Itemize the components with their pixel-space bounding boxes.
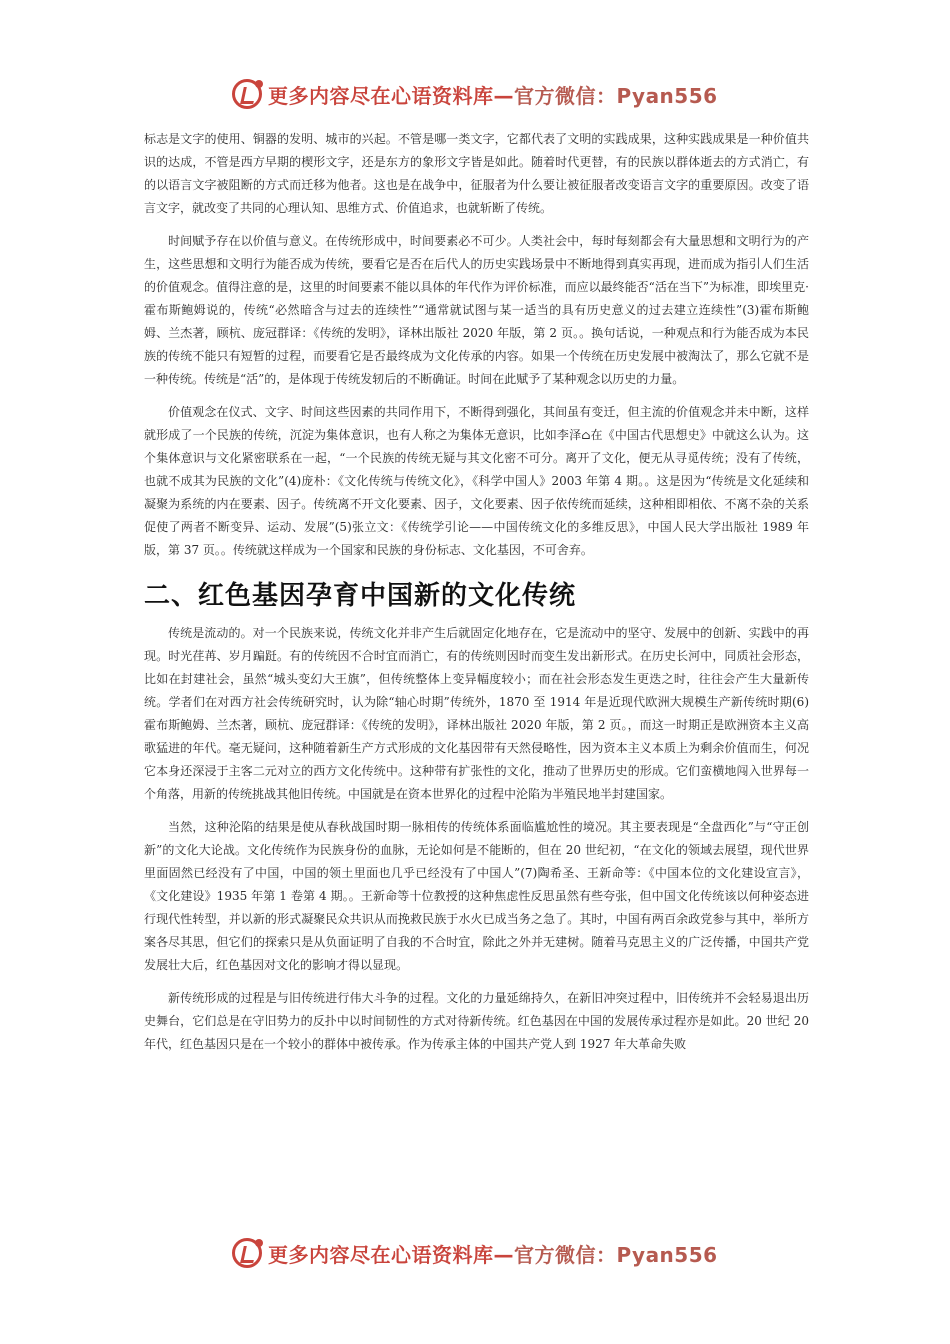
paragraph: 价值观念在仪式、文字、时间这些因素的共同作用下，不断得到强化，其间虽有变迁，但主流的价值观念并未中断，这样就形成了一个民族的传统，沉淀为集体意识，也有人称之为集体无意识，比如李泽⌂在《中国古代思想史》中就这么认为。这个集体意识与文化紧密联系在一起，“一个民族的传统无疑与其文化密不可分。离开了文化，便无从寻觅传统；没有了传统，也就不成其为民族的文化”(4)庞朴：《文化传统与传统文化》，《科学中国人》2003 年第 4 期。。这是因为“传统是文化延续和凝聚为系统的内在要素、因子。传统离不开文化要素、因子，文化要素、因子依传统而延续，这种相即相依、不离不杂的关系促使了两者不断变异、运动、发展”(5)张立文：《传统学引论——中国传统文化的多维反思》，中国人民大学出版社 1989 年版，第 37 页。。传统就这样成为一个国家和民族的身份标志、文化基因，不可舍弃。 [144, 405, 809, 557]
footer-watermark-banner [232, 1233, 752, 1273]
banner-library-text: 更多内容尽在心语资料库— [268, 83, 514, 108]
paragraph: 当然，这种沦陷的结果是使从春秋战国时期一脉相传的传统体系面临尴尬性的境况。其主要表现是“全盘西化”与“守正创新”的文化大论战。文化传统作为民族身份的血脉，无论如何是不能断的，但在 20 世纪初，“在文化的领域去展望，现代世界里面固然已经没有了中国，中国的领土里面也几乎已经没有了中国人”(7)陶希圣、王新命等：《中国本位的文化建设宣言》，《文化建设》1935 年第 1 卷第 4 期。。王新命等十位教授的这种焦虑性反思虽然有些夸张，但中国文化传统该以何种姿态进行现代性转型，并以新的形式凝聚民众共识从而挽救民族于水火已成当务之急了。其时，中国有两百余政党参与其中，举所方案各尽其思，但它们的探索只是从负面证明了自我的不合时宜，除此之外并无建树。随着马克思主义的广泛传播，中国共产党发展壮大后，红色基因对文化的影响才得以显现。 [144, 820, 809, 972]
brand-logo-icon [232, 79, 262, 109]
banner-wechat-text: 官方微信：Pyan556 [514, 83, 718, 108]
brand-logo-icon [232, 1238, 262, 1268]
document-body [144, 128, 809, 1056]
paragraph: 标志是文字的使用、铜器的发明、城市的兴起。不管是哪一类文字，它都代表了文明的实践成果，这种实践成果是一种价值共识的达成，不管是西方早期的楔形文字，还是东方的象形文字皆是如此。随着时代更替，有的民族以群体逝去的方式消亡，有的以语言文字被阻断的方式而迁移为他者。这也是在战争中，征服者为什么要让被征服者改变语言文字的重要原因。改变了语言文字，就改变了共同的心理认知、思维方式、价值追求，也就斩断了传统。 [144, 132, 809, 215]
paragraph: 新传统形成的过程是与旧传统进行伟大斗争的过程。文化的力量延绵持久，在新旧冲突过程中，旧传统并不会轻易退出历史舞台，它们总是在守旧势力的反扑中以时间韧性的方式对待新传统。红色基因在中国的发展传承过程亦是如此。20 世纪 20 年代，红色基因只是在一个较小的群体中被传承。作为传承主体的中国共产党人到 1927 年大革命失败 [144, 991, 809, 1051]
banner-text [268, 80, 718, 109]
banner-text [268, 1239, 718, 1268]
section-heading: 二、红色基因孕育中国新的文化传统 [144, 581, 577, 611]
header-watermark-banner [232, 74, 752, 114]
banner-library-text: 更多内容尽在心语资料库— [268, 1242, 514, 1267]
banner-wechat-text: 官方微信：Pyan556 [514, 1242, 718, 1267]
paragraph: 传统是流动的。对一个民族来说，传统文化并非产生后就固定化地存在，它是流动中的坚守、发展中的创新、实践中的再现。时光荏苒、岁月蹁跹。有的传统因不合时宜而消亡，有的传统则因时而变生发出新形式。在历史长河中，同质社会形态，比如在封建社会，虽然“城头变幻大王旗”，但传统整体上变异幅度较小；而在社会形态发生更迭之时，往往会产生大量新传统。学者们在对西方社会传统研究时，认为除“轴心时期”传统外，1870 至 1914 年是近现代欧洲大规模生产新传统时期(6)霍布斯鲍姆、兰杰著，顾杭、庞冠群译：《传统的发明》，译林出版社 2020 年版，第 2 页。，而这一时期正是欧洲资本主义高歌猛进的年代。毫无疑问，这种随着新生产方式形成的文化基因带有天然侵略性，因为资本主义本质上为剩余价值而生，何况它本身还深浸于主客二元对立的西方文化传统中。这种带有扩张性的文化，推动了世界历史的形成。它们蛮横地闯入世界每一个角落，用新的传统挑战其他旧传统。中国就是在资本世界化的过程中沦陷为半殖民地半封建国家。 [144, 626, 809, 801]
paragraph: 时间赋予存在以价值与意义。在传统形成中，时间要素必不可少。人类社会中，每时每刻都会有大量思想和文明行为的产生，这些思想和文明行为能否成为传统，要看它是否在后代人的历史实践场景中不断地得到真实再现，进而成为指引人们生活的价值观念。值得注意的是，这里的时间要素不能以具体的年代作为评价标准，而应以最终能否“活在当下”为标准，即埃里克·霍布斯鲍姆说的，传统“必然暗含与过去的连续性”“通常就试图与某一适当的具有历史意义的过去建立连续性”(3)霍布斯鲍姆、兰杰著，顾杭、庞冠群译：《传统的发明》，译林出版社 2020 年版，第 2 页。。换句话说，一种观点和行为能否成为本民族的传统不能只有短暂的过程，而要看它是否最终成为文化传承的内容。如果一个传统在历史发展中被淘汰了，那么它就不是一种传统。传统是“活”的，是体现于传统发轫后的不断确证。时间在此赋予了某种观念以历史的力量。 [144, 234, 809, 386]
